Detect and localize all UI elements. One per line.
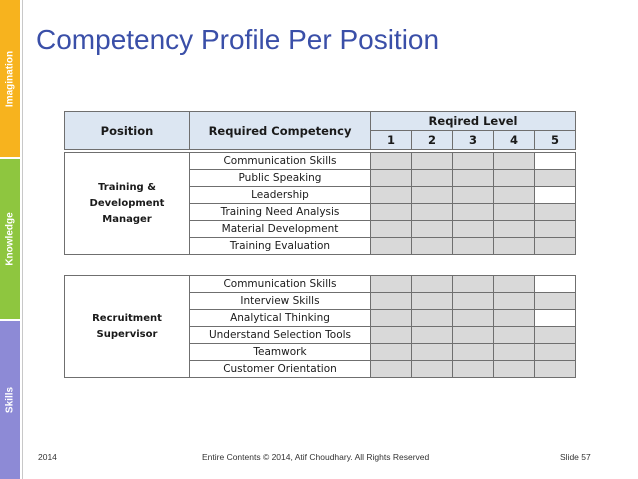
level-cell xyxy=(371,204,412,221)
level-cell xyxy=(371,276,412,293)
competency-cell: Material Development xyxy=(190,221,371,238)
level-cell xyxy=(412,344,453,361)
position-cell: Training & Development Manager xyxy=(65,153,190,255)
level-cell xyxy=(494,204,535,221)
level-cell xyxy=(494,170,535,187)
footer-slide-number: Slide 57 xyxy=(560,452,591,462)
level-cell xyxy=(535,170,576,187)
level-cell xyxy=(535,310,576,327)
level-cell xyxy=(535,187,576,204)
sidebar-divider xyxy=(22,0,23,479)
sidebar-label-skills: Skills xyxy=(4,386,16,414)
level-cell xyxy=(453,204,494,221)
table-row xyxy=(65,276,576,293)
level-cell xyxy=(371,221,412,238)
level-cell xyxy=(371,187,412,204)
sidebar-section-imagination xyxy=(0,0,20,157)
sidebar-label-imagination: Imagination xyxy=(4,50,16,107)
position-cell: Recruitment Supervisor xyxy=(65,276,190,378)
competency-cell: Training Need Analysis xyxy=(190,204,371,221)
level-cell xyxy=(371,310,412,327)
level-cell xyxy=(535,153,576,170)
level-cell xyxy=(412,187,453,204)
level-cell xyxy=(371,238,412,255)
level-cell xyxy=(453,327,494,344)
competency-cell: Understand Selection Tools xyxy=(190,327,371,344)
level-cell xyxy=(494,293,535,310)
level-cell xyxy=(412,204,453,221)
level-cell xyxy=(494,187,535,204)
competency-cell: Training Evaluation xyxy=(190,238,371,255)
level-cell xyxy=(371,344,412,361)
level-cell xyxy=(494,344,535,361)
level-cell xyxy=(494,361,535,378)
competency-cell: Teamwork xyxy=(190,344,371,361)
level-cell xyxy=(453,221,494,238)
level-cell xyxy=(494,310,535,327)
level-cell xyxy=(535,293,576,310)
sidebar-section-knowledge xyxy=(0,159,20,319)
level-cell xyxy=(494,276,535,293)
level-cell xyxy=(412,276,453,293)
level-cell xyxy=(494,327,535,344)
level-cell xyxy=(412,293,453,310)
sidebar-section-skills xyxy=(0,321,20,479)
level-cell xyxy=(535,276,576,293)
header-level-2: 2 xyxy=(412,131,453,150)
competency-cell: Leadership xyxy=(190,187,371,204)
level-cell xyxy=(453,170,494,187)
level-cell xyxy=(535,361,576,378)
level-cell xyxy=(371,170,412,187)
competency-cell: Customer Orientation xyxy=(190,361,371,378)
level-cell xyxy=(412,310,453,327)
header-required-level: Reqired Level xyxy=(371,112,576,131)
sidebar-label-knowledge: Knowledge xyxy=(4,212,16,266)
competency-cell: Communication Skills xyxy=(190,276,371,293)
level-cell xyxy=(412,327,453,344)
level-cell xyxy=(494,221,535,238)
level-cell xyxy=(371,293,412,310)
level-cell xyxy=(453,187,494,204)
header-level-5: 5 xyxy=(535,131,576,150)
level-cell xyxy=(494,238,535,255)
level-cell xyxy=(453,238,494,255)
footer-copyright: Entire Contents © 2014, Atif Choudhary. All Rights Reserved xyxy=(202,452,430,462)
level-cell xyxy=(371,153,412,170)
table-row xyxy=(65,153,576,170)
header-position: Position xyxy=(65,112,190,150)
header-level-3: 3 xyxy=(453,131,494,150)
competency-cell: Analytical Thinking xyxy=(190,310,371,327)
level-cell xyxy=(453,276,494,293)
competency-cell: Public Speaking xyxy=(190,170,371,187)
position-group-recruitment-supervisor xyxy=(64,275,576,378)
level-cell xyxy=(535,221,576,238)
level-cell xyxy=(535,327,576,344)
level-cell xyxy=(412,153,453,170)
level-cell xyxy=(412,221,453,238)
level-cell xyxy=(535,238,576,255)
level-cell xyxy=(494,153,535,170)
level-cell xyxy=(535,344,576,361)
slide-title: Competency Profile Per Position xyxy=(36,24,440,55)
level-cell xyxy=(535,204,576,221)
header-level-4: 4 xyxy=(494,131,535,150)
header-level-1: 1 xyxy=(371,131,412,150)
competency-cell: Communication Skills xyxy=(190,153,371,170)
table-header xyxy=(64,111,576,150)
level-cell xyxy=(412,361,453,378)
level-cell xyxy=(412,170,453,187)
level-cell xyxy=(453,310,494,327)
footer-year: 2014 xyxy=(38,452,57,462)
level-cell xyxy=(412,238,453,255)
level-cell xyxy=(453,153,494,170)
competency-cell: Interview Skills xyxy=(190,293,371,310)
level-cell xyxy=(371,361,412,378)
level-cell xyxy=(453,344,494,361)
level-cell xyxy=(453,361,494,378)
header-competency: Required Competency xyxy=(190,112,371,150)
position-group-training-manager xyxy=(64,152,576,255)
level-cell xyxy=(371,327,412,344)
level-cell xyxy=(453,293,494,310)
